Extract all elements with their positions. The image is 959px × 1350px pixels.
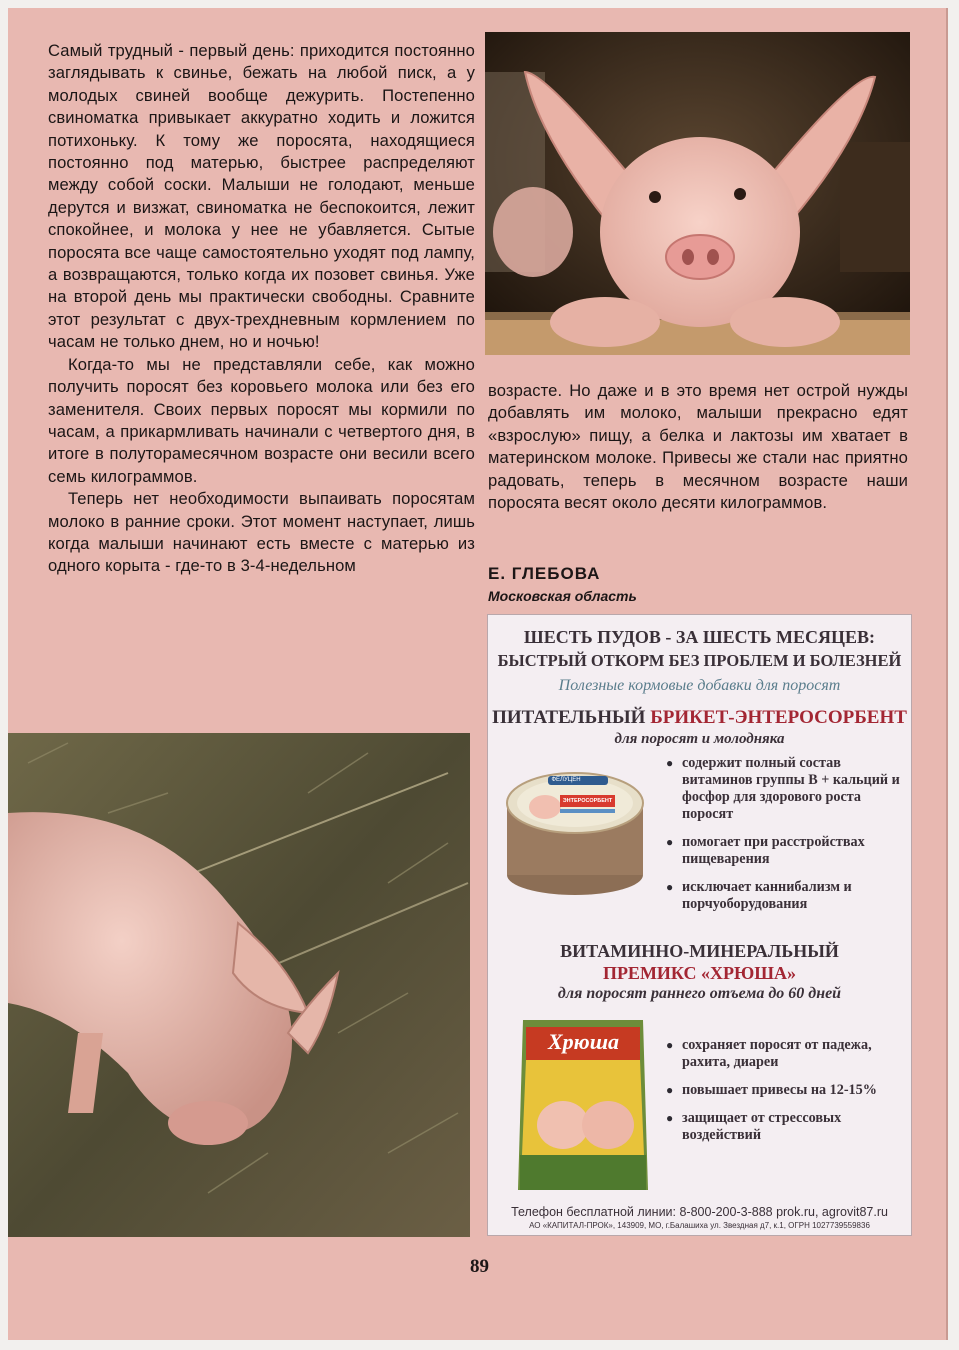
ad-headline-1: ШЕСТЬ ПУДОВ - ЗА ШЕСТЬ МЕСЯЦЕВ: xyxy=(523,627,876,647)
article-paragraph-4: возрасте. Но даже и в это время нет острой нужды добавлять им молоко, малыши прекрасно едят «взрослую» пищу, а белка и лактозы им хватает в материнском молоке. Привесы же стали нас приятно радовать, теперь в месячном возрасте наши поросята весят около десяти килограммов. xyxy=(488,381,908,513)
piglet-grazing-photo xyxy=(8,733,470,1237)
briquette-brand: ФЕЛУЦЕН xyxy=(551,777,581,783)
ad-headline-2: БЫСТРЫЙ ОТКОРМ БЕЗ ПРОБЛЕМ И БОЛЕЗНЕЙ xyxy=(497,651,902,670)
article-paragraph-3: Теперь нет необходимости выпаивать поросятам молоко в ранние сроки. Этот момент наступает, лишь когда малыши начинают есть вместе с матерью из одного корыта - где-то в 3-4-недельном xyxy=(48,489,475,576)
briquette-package-image xyxy=(500,763,650,898)
ad-company-line: АО «КАПИТАЛ-ПРОК», 143909, МО, г.Балашиха ул. Звездная д7, к.1, ОГРН 1027739559836 xyxy=(529,1221,870,1230)
product1-bullet: ● помогает при расстройствах пищеварения xyxy=(666,834,904,868)
product1-bullet-list xyxy=(666,755,904,924)
premix-package-label: Хрюша xyxy=(547,1029,620,1054)
article-author: Е. ГЛЕБОВА xyxy=(488,564,601,583)
product2-bullet-list xyxy=(666,1037,904,1155)
product1-title xyxy=(488,707,911,729)
product1-subtitle: для поросят и молодняка xyxy=(614,731,785,747)
product2-bullet: ● защищает от стрессовых воздействий xyxy=(666,1110,904,1144)
piglet-portrait-drawing xyxy=(485,32,910,355)
advertisement-box xyxy=(487,614,912,1236)
article-right-column xyxy=(488,380,908,514)
product2-bullet: ● повышает привесы на 12-15% xyxy=(666,1082,904,1099)
article-left-column xyxy=(48,40,475,578)
ad-subtitle: Полезные кормовые добавки для поросят xyxy=(558,677,841,694)
product2-subtitle: для поросят раннего отъема до 60 дней xyxy=(557,985,842,1002)
piglet-portrait-photo xyxy=(485,32,910,355)
product1-title-highlight: БРИКЕТ-ЭНТЕРОСОРБЕНТ xyxy=(650,707,907,728)
magazine-page xyxy=(8,8,948,1340)
product1-bullet: ● содержит полный состав витаминов группы В + кальций и фосфор для здорового роста поросят xyxy=(666,755,904,823)
article-paragraph-1: Самый трудный - первый день: приходится постоянно заглядывать к свинье, бежать на любой писк, а у молодых свиней вообще дежурить. Постепенно свиноматка привыкает аккуратно ходить и ложится потихоньку. К тому же поросята, находящиеся постоянно под матерью, быстрее распределяют между собой соски. Малыши не голодают, меньше дерутся и визжат, свиноматка не беспокоится, лежит спокойнее, и молока у нее не убавляется. Сытые поросята все чаще самостоятельно уходят под лампу, а возвращаются, только когда их позовет свинья. Уже на второй день мы практически свободны. Сравните этот результат с двух-трехдневным кормлением по часам не только днем, но и ночью! xyxy=(48,41,475,352)
product2-title-line2: ПРЕМИКС «ХРЮША» xyxy=(602,963,797,983)
page-number: 89 xyxy=(470,1256,489,1277)
product2-title-line1: ВИТАМИННО-МИНЕРАЛЬНЫЙ xyxy=(560,941,839,961)
product1-title-prefix: ПИТАТЕЛЬНЫЙ xyxy=(492,707,646,728)
author-region: Московская область xyxy=(488,588,637,604)
article-paragraph-2: Когда-то мы не представляли себе, как можно получить поросят без коровьего молока или без его заменителя. Своих первых поросят мы кормили по часам, а прикармливать начинали с четвертого дня, в итоге в полуторамесячном возрасте они весили всего семь килограммов. xyxy=(48,354,475,486)
product2-bullet: ● сохраняет поросят от падежа, рахита, диареи xyxy=(666,1037,904,1071)
product1-bullet: ● исключает каннибализм и порчуоборудования xyxy=(666,879,904,913)
piglet-grazing-drawing xyxy=(8,733,470,1237)
ad-phone-line: Телефон бесплатной линии: 8-800-200-3-888 prok.ru, agrovit87.ru xyxy=(511,1205,888,1219)
briquette-label: ЭНТЕРОСОРБЕНТ xyxy=(562,798,613,804)
